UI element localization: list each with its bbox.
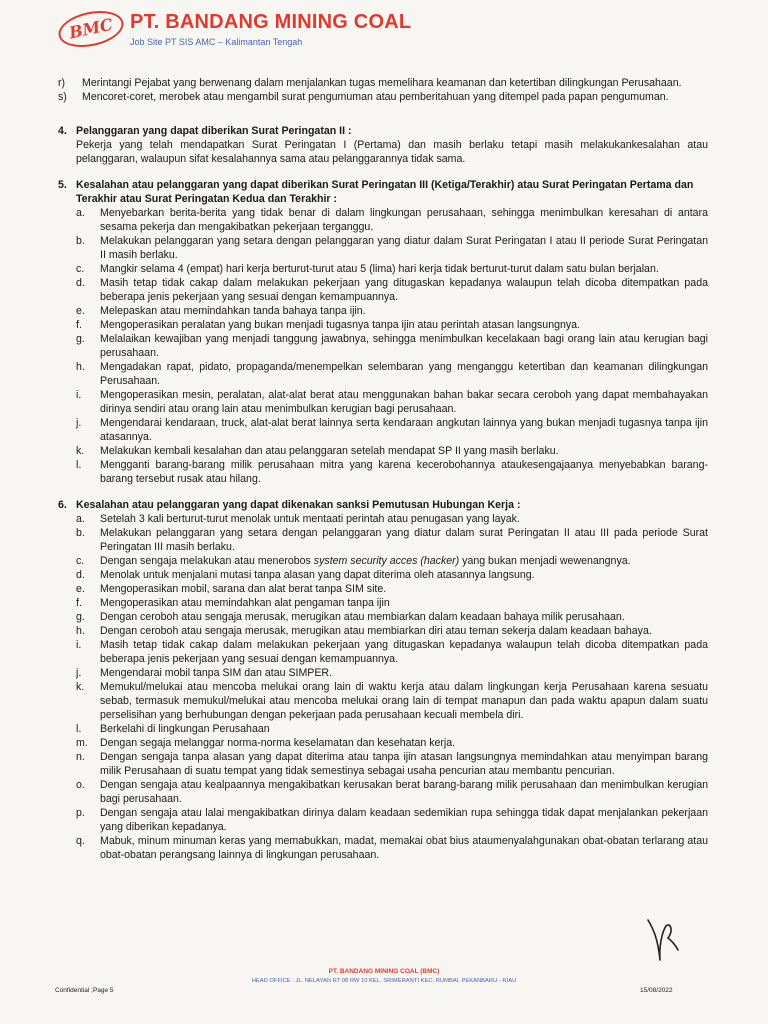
section-number: 6. bbox=[58, 499, 67, 511]
section-6 bbox=[58, 498, 708, 862]
list-item-text: Mencoret-coret, merobek atau mengambil surat pengumuman atau pemberitahuan yang ditempel pada papan pengumuman. bbox=[82, 91, 669, 103]
list-item bbox=[76, 276, 708, 304]
list-item-text: Mangkir selama 4 (empat) hari kerja berturut-turut atau 5 (lima) hari kerja tidak berturut-turut dalam satu bulan berjalan. bbox=[100, 263, 659, 275]
list-item bbox=[76, 680, 708, 722]
list-item-marker: f. bbox=[76, 319, 82, 331]
jobsite-subtitle: Job Site PT SIS AMC – Kalimantan Tengah bbox=[130, 37, 303, 47]
list-item-marker: h. bbox=[76, 361, 85, 373]
list-item-marker: k. bbox=[76, 445, 85, 457]
list-item-marker: g. bbox=[76, 611, 85, 623]
list-item-text: Merintangi Pejabat yang berwenang dalam menjalankan tugas memelihara keamanan dan ketertiban dilingkungan Perusahaan. bbox=[82, 77, 682, 89]
list-item-text: Berkelahi di lingkungan Perusahaan bbox=[100, 723, 270, 735]
list-item-marker: e. bbox=[76, 583, 85, 595]
list-item-text: Mengendarai mobil tanpa SIM dan atau SIMPER. bbox=[100, 667, 333, 679]
list-item-text: Setelah 3 kali berturut-turut menolak untuk mentaati perintah atau penugasan yang layak. bbox=[100, 513, 520, 525]
list-item-text: Melakukan kembali kesalahan dan atau pelanggaran setelah mendapat SP II yang masih berlaku. bbox=[100, 445, 559, 457]
list-item-text: Mengoperasikan mobil, sarana dan alat berat tanpa SIM site. bbox=[100, 583, 387, 595]
section-intro: Pekerja yang telah mendapatkan Surat Peringatan I (Pertama) dan masih berlaku tetapi masih melakukankesalahan atau pelanggaran, walaupun sifat kesalahannya sama atau pelanggarannya tidak sama. bbox=[76, 139, 708, 165]
section-4 bbox=[58, 124, 708, 166]
list-item-text: Mengoperasikan atau memindahkan alat pengaman tanpa ijin bbox=[100, 597, 390, 609]
list-item bbox=[76, 262, 708, 276]
list-item bbox=[76, 806, 708, 834]
list-item-text: Mengganti barang-barang milik perusahaan mitra yang karena kecerobohannya ataukesengajaanya menyebabkan barang-barang tersebut rusak atau hilang. bbox=[100, 459, 708, 485]
list-item-marker: k. bbox=[76, 681, 85, 693]
list-item bbox=[58, 90, 708, 104]
list-item bbox=[76, 458, 708, 486]
list-item-text: Mengoperasikan peralatan yang bukan menjadi tugasnya tanpa ijin atau perintah atasan langsungnya. bbox=[100, 319, 581, 331]
list-item-text: Mengendarai kendaraan, truck, alat-alat berat lainnya serta kendaraan angkutan lainnya yang bukan menjadi tugasnya tanpa ijin atasannya. bbox=[100, 417, 708, 443]
list-item bbox=[76, 512, 708, 526]
list-item bbox=[76, 722, 708, 736]
list-item bbox=[76, 666, 708, 680]
list-item-marker: e. bbox=[76, 305, 85, 317]
list-item-marker: o. bbox=[76, 779, 85, 791]
list-item-marker: a. bbox=[76, 513, 85, 525]
list-item-marker: r) bbox=[58, 77, 66, 89]
list-item-text: Mengadakan rapat, pidato, propaganda/menempelkan selembaran yang menganggu ketertiban dan keamanan dilingkungan Perusahaan. bbox=[100, 361, 708, 387]
section-heading bbox=[58, 178, 708, 206]
text-segment: yang bukan menjadi wewenangnya. bbox=[459, 555, 631, 567]
footer-company: PT. BANDANG MINING COAL (BMC) bbox=[328, 968, 440, 975]
sections-list bbox=[58, 124, 708, 862]
list-item-text: Dengan segaja melanggar norma-norma keselamatan dan kesehatan kerja. bbox=[100, 737, 456, 749]
list-item-marker: i. bbox=[76, 389, 82, 401]
list-item bbox=[76, 206, 708, 234]
list-item-marker: l. bbox=[76, 723, 82, 735]
section-items bbox=[58, 206, 708, 486]
list-item-text: Melakukan pelanggaran yang setara dengan pelanggaran yang diatur dalam surat Peringatan II atau III pada periode Surat Peringatan III masih berlaku. bbox=[100, 527, 708, 553]
list-item-text: Dengan ceroboh atau sengaja merusak, merugikan atau membiarkan dalam keadaan bahaya milik perusahaan. bbox=[100, 611, 625, 623]
section-title: Kesalahan atau pelanggaran yang dapat diberikan Surat Peringatan III (Ketiga/Terakhir) atau Surat Peringatan Pertama dan Terakhir atau Surat Peringatan Kedua dan Terakhir : bbox=[76, 179, 694, 205]
list-item-text bbox=[100, 554, 708, 568]
list-item bbox=[76, 750, 708, 778]
list-item bbox=[76, 554, 708, 568]
signature-mark bbox=[640, 916, 684, 962]
list-item-marker: j. bbox=[76, 417, 82, 429]
list-item-marker: n. bbox=[76, 751, 85, 763]
list-item-text: Masih tetap tidak cakap dalam melakukan pekerjaan yang ditugaskan kepadanya walaupun telah dicoba ditempatkan pada beberapa jenis pekerjaan yang sesuai dengan kemampuannya. bbox=[100, 277, 708, 303]
previous-items-list bbox=[58, 76, 708, 104]
list-item-text: Melepaskan atau memindahkan tanda bahaya tanpa ijin. bbox=[100, 305, 366, 317]
section-heading bbox=[58, 124, 708, 138]
list-item-text: Mengoperasikan mesin, peralatan, alat-alat berat atau menggunakan bahan bakar secara ceroboh yang dapat membahayakan dirinya sendiri atau orang lain atau menimbulkan kerugian bagi perusahaan. bbox=[100, 389, 708, 415]
list-item-text: Dengan sengaja atau kealpaannya mengakibatkan kerusakan berat barang-barang milik perusahaan dan menimbulkan kerugian bagi perusahaan. bbox=[100, 779, 708, 805]
list-item bbox=[76, 388, 708, 416]
page-header bbox=[0, 0, 768, 60]
list-item-marker: b. bbox=[76, 527, 85, 539]
list-item bbox=[76, 834, 708, 862]
list-item-text: Melalaikan kewajiban yang menjadi tanggung jawabnya, sehingga menimbulkan kecelakaan bagi orang lain atau kerugian bagi perusahaan. bbox=[100, 333, 708, 359]
list-item bbox=[76, 526, 708, 554]
list-item bbox=[76, 596, 708, 610]
list-item bbox=[76, 318, 708, 332]
list-item-marker: g. bbox=[76, 333, 85, 345]
list-item-marker: d. bbox=[76, 569, 85, 581]
list-item-text: Masih tetap tidak cakap dalam melakukan pekerjaan yang ditugaskan kepadanya walaupun telah dicoba ditempatkan pada beberapa jenis pekerjaan yang sesuai dengan kemampuannya. bbox=[100, 639, 708, 665]
list-item-text: Dengan sengaja atau lalai mengakibatkan dirinya dalam keadaan sedemikian rupa sehingga tidak dapat menjalankan pekerjaan yang diberikan kepadanya. bbox=[100, 807, 708, 833]
section-title: Kesalahan atau pelanggaran yang dapat dikenakan sanksi Pemutusan Hubungan Kerja : bbox=[76, 499, 521, 511]
list-item bbox=[76, 638, 708, 666]
list-item bbox=[76, 234, 708, 262]
list-item-text: Dengan sengaja tanpa alasan yang dapat diterima atau tanpa ijin atasan langsungnya memindahkan atau menyimpan barang milik Perusahaan di suatu tempat yang tidak semestinya sebagai usaha pencurian atau membantu pencurian. bbox=[100, 751, 708, 777]
list-item bbox=[76, 736, 708, 750]
list-item bbox=[76, 360, 708, 388]
list-item bbox=[58, 76, 708, 90]
list-item-marker: q. bbox=[76, 835, 85, 847]
list-item-marker: s) bbox=[58, 91, 67, 103]
list-item bbox=[76, 778, 708, 806]
text-segment: Dengan sengaja melakukan atau menerobos bbox=[100, 555, 314, 567]
list-item-marker: c. bbox=[76, 555, 85, 567]
list-item bbox=[76, 416, 708, 444]
list-item-marker: f. bbox=[76, 597, 82, 609]
list-item bbox=[76, 610, 708, 624]
list-item-text: Memukul/melukai atau mencoba melukai orang lain di waktu kerja atau dalam lingkungan kerja Perusahaan karena sesuatu sebab, termasuk memukul/melukai atau mencoba melukai orang lain di tempat manapun dan pada waktu apapun dalam suatu perselisihan yang berhubungan dengan pekerjaan pada perusahaan kecuali membela diri. bbox=[100, 681, 708, 721]
list-item-marker: h. bbox=[76, 625, 85, 637]
list-item bbox=[76, 332, 708, 360]
list-item-marker: p. bbox=[76, 807, 85, 819]
section-number: 4. bbox=[58, 125, 67, 137]
company-logo: BMC bbox=[55, 6, 127, 53]
list-item-marker: d. bbox=[76, 277, 85, 289]
list-item-text: Menyebarkan berita-berita yang tidak benar di dalam lingkungan perusahaan, sehingga menimbulkan keresahan di antara sesama pekerja dan mengakibatkan pekerjaan terganggu. bbox=[100, 207, 708, 233]
italic-term: system security acces (hacker) bbox=[313, 555, 460, 567]
list-item bbox=[76, 582, 708, 596]
list-item-marker: j. bbox=[76, 667, 82, 679]
section-5 bbox=[58, 178, 708, 486]
list-item-text: Menolak untuk menjalani mutasi tanpa alasan yang dapat diterima oleh atasannya langsung. bbox=[100, 569, 535, 581]
list-item-marker: a. bbox=[76, 207, 85, 219]
confidential-page-label: Confidential ;Page 5 bbox=[55, 987, 114, 994]
document-body bbox=[58, 76, 708, 862]
list-item-text: Melakukan pelanggaran yang setara dengan pelanggaran yang diatur dalam Surat Peringatan I atau II periode Surat Peringatan II masih berlaku. bbox=[100, 235, 708, 261]
list-item bbox=[76, 624, 708, 638]
list-item-marker: l. bbox=[76, 459, 82, 471]
section-title: Pelanggaran yang dapat diberikan Surat Peringatan II : bbox=[76, 125, 352, 137]
list-item-text: Dengan ceroboh atau sengaja merusak, merugikan atau membiarkan diri atau teman sekerja dalam keadaan bahaya. bbox=[100, 625, 652, 637]
footer-office-address: HEAD OFFICE : JL. NELAYAN RT 08 RW 10 KEL. SRIMERANTI KEC. RUMBAI, PEKANBARU - RIAU bbox=[251, 978, 517, 984]
list-item-marker: i. bbox=[76, 639, 82, 651]
document-date: 15/08/2022 bbox=[640, 987, 673, 994]
list-item-text: Mabuk, minum minuman keras yang memabukkan, madat, memakai obat bius ataumenyalahgunakan obat-obatan terlarang atau obat-obatan perangsang lainnya di lingkungan perusahaan. bbox=[100, 835, 708, 861]
section-number: 5. bbox=[58, 179, 67, 191]
list-item-marker: m. bbox=[76, 737, 88, 749]
list-item bbox=[76, 304, 708, 318]
page-footer bbox=[0, 968, 768, 1024]
list-item bbox=[76, 568, 708, 582]
list-item-marker: c. bbox=[76, 263, 85, 275]
company-name: PT. BANDANG MINING COAL bbox=[130, 11, 412, 33]
list-item bbox=[76, 444, 708, 458]
section-items bbox=[58, 512, 708, 862]
section-heading bbox=[58, 498, 708, 512]
list-item-marker: b. bbox=[76, 235, 85, 247]
